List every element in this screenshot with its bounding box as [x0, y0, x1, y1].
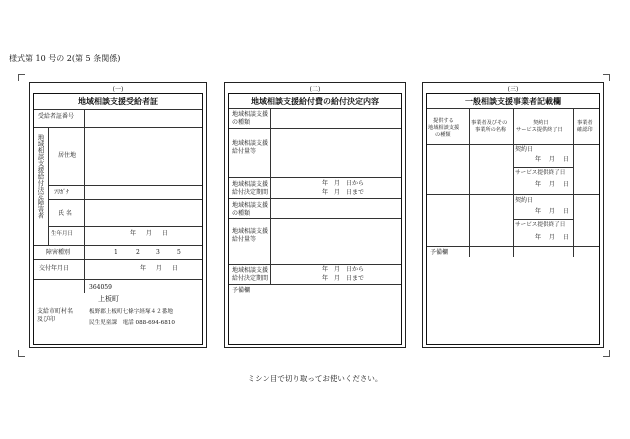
col-seal-header: 事業者 [577, 120, 593, 126]
divider [34, 109, 202, 110]
panel-number: (二) [309, 86, 321, 93]
decision-frame [228, 93, 402, 345]
period-to: 年 月 日まで [322, 189, 365, 196]
service-type-label-2: の種類 [232, 119, 251, 126]
contract-date-label: 契約日 [515, 197, 534, 204]
panel-recipient-certificate [29, 82, 207, 348]
divider [48, 199, 202, 200]
end-date-value: 年 月 日 [535, 181, 569, 188]
certificate-title: 地域相談支援受給者証 [78, 96, 158, 106]
end-date-value: 年 月 日 [535, 234, 569, 241]
form-number-label: 様式第 10 号の 2(第 5 条関係) [9, 54, 121, 63]
divider [573, 108, 574, 257]
panel-number: (三) [507, 86, 519, 93]
divider [513, 167, 573, 168]
panel-benefit-decision [224, 82, 406, 348]
col-service-type-header: 提供する [433, 118, 454, 124]
col-provider-header: 事業者及びその [471, 120, 508, 126]
panel-number: (一) [112, 86, 124, 93]
municipality-code: 364059 [89, 284, 112, 291]
divider [34, 259, 202, 260]
divider [270, 108, 271, 284]
col-contract-header: 契約日 [533, 120, 549, 126]
contract-date-label: 契約日 [515, 146, 534, 153]
municipality-name: 上板町 [98, 295, 119, 303]
benefit-amount-label: 地域相談支援 [232, 140, 269, 147]
benefit-amount-label-2: 給付量等 [232, 148, 257, 155]
cert-number-label: 受給者証番号 [38, 113, 75, 120]
name-label: 氏 名 [58, 210, 72, 217]
divider [229, 108, 401, 109]
decision-period-label-2: 給付決定期間 [232, 189, 269, 196]
end-date-label: サービス提供終了日 [515, 170, 566, 176]
divider [229, 177, 401, 178]
divider [48, 127, 49, 245]
cut-instruction: ミシン目で切り取ってお使いください。 [247, 374, 383, 383]
municipality-label: 支給市町村名 [37, 308, 74, 315]
col-seal-header-2: 確認印 [577, 127, 593, 133]
period-to: 年 月 日まで [322, 275, 365, 282]
issue-date-label: 交付年月日 [39, 265, 70, 272]
divider [48, 226, 202, 227]
decision-period-label-2: 給付決定期間 [232, 275, 269, 282]
crop-mark-top-right [603, 74, 610, 81]
beneficiary-side-label: 地域相談支援給付決定障害者 [36, 134, 45, 219]
divider [229, 198, 401, 199]
contract-date-value: 年 月 日 [535, 208, 569, 215]
municipality-seal-label: 及び印 [37, 316, 56, 323]
provider-frame [426, 93, 600, 345]
benefit-amount-label: 地域相談支援 [232, 228, 269, 235]
col-provider-header-2: 事業所の名称 [475, 127, 507, 133]
period-from: 年 月 日から [322, 180, 365, 187]
dob-value: 年 月 日 [130, 230, 168, 237]
notes-label: 予備欄 [232, 287, 251, 294]
decision-period-label: 地域相談支援 [232, 181, 269, 188]
service-type-label-2: の種類 [232, 210, 251, 217]
divider [48, 185, 202, 186]
disability-option-5: 5 [177, 249, 181, 256]
decision-title: 地域相談支援給付費の給付決定内容 [251, 96, 379, 106]
disability-option-3: 3 [156, 249, 160, 256]
col-contract-header-2: サービス提供終了日 [516, 127, 563, 133]
divider [34, 279, 202, 280]
service-type-label: 地域相談支援 [232, 111, 269, 118]
disability-option-1: 1 [114, 249, 118, 256]
contract-date-value: 年 月 日 [535, 156, 569, 163]
benefit-amount-label-2: 給付量等 [232, 236, 257, 243]
crop-mark-bottom-left [18, 350, 25, 357]
end-date-label: サービス提供終了日 [515, 222, 566, 228]
divider [427, 144, 599, 145]
divider [34, 127, 202, 128]
provider-title: 一般相談支援事業者記載欄 [465, 96, 561, 106]
municipality-phone: 民生児童課 電話 088-694-6810 [89, 320, 175, 326]
disability-option-2: 2 [136, 249, 140, 256]
divider [513, 108, 514, 257]
service-type-label: 地域相談支援 [232, 202, 269, 209]
address-label: 居住地 [58, 152, 77, 159]
period-from: 年 月 日から [322, 266, 365, 273]
dob-label: 生年月日 [51, 231, 74, 237]
divider [427, 194, 599, 195]
divider [427, 246, 599, 247]
col-service-type-header-3: の種類 [435, 132, 451, 138]
panel-provider-entries [422, 82, 604, 348]
decision-period-label: 地域相談支援 [232, 267, 269, 274]
col-service-type-header-2: 地域相談支援 [428, 125, 460, 131]
divider [84, 127, 85, 293]
disability-type-label: 障害種別 [46, 249, 71, 256]
divider [229, 284, 401, 285]
certificate-frame [33, 93, 203, 345]
notes-label: 予備欄 [430, 249, 449, 256]
divider [469, 108, 470, 257]
furigana-label: ﾌﾘｶﾞﾅ [54, 189, 70, 196]
divider [513, 219, 573, 220]
crop-mark-top-left [18, 74, 25, 81]
issue-date-value: 年 月 日 [140, 265, 178, 272]
divider [229, 264, 401, 265]
divider [34, 245, 202, 246]
divider [84, 109, 85, 127]
divider [229, 128, 401, 129]
crop-mark-bottom-right [603, 350, 610, 357]
municipality-address: 板野郡上板町七條字経塚４２番地 [89, 309, 173, 315]
divider [229, 218, 401, 219]
